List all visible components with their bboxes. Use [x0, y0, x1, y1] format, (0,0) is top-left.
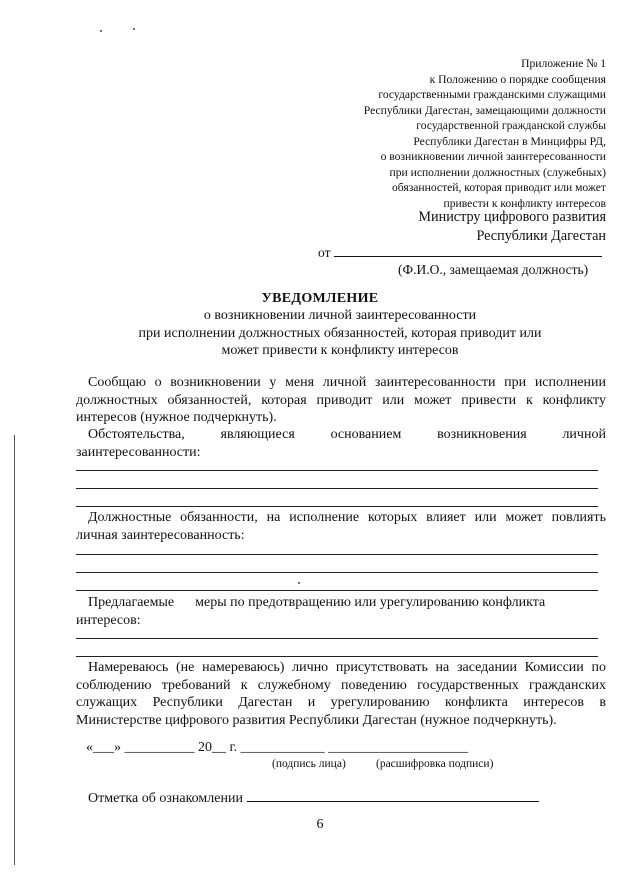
from-field	[318, 244, 606, 261]
word: Предлагаемые	[88, 595, 175, 610]
paragraph-circumstances	[76, 426, 606, 461]
subtitle-line: при исполнении должностных обязанностей, которая приводит или	[138, 325, 542, 341]
signature-caption: (подпись лица)	[272, 758, 346, 770]
acknowledgement-field	[88, 789, 539, 807]
annex-line: при исполнении должностных (служебных)	[389, 165, 606, 179]
signature-decode-caption: (расшифровка подписи)	[376, 758, 494, 770]
fill-line	[76, 470, 598, 471]
paragraph-duties	[76, 509, 606, 544]
word: являющиеся	[220, 427, 295, 442]
addressee-block	[346, 208, 606, 245]
addressee-line: Министру цифрового развития	[418, 209, 606, 225]
paragraph-measures	[76, 594, 606, 629]
annex-line: привести к конфликту интересов	[443, 196, 606, 210]
annex-line: о возникновении личной заинтересованности	[380, 150, 606, 163]
paragraph-notice	[76, 374, 606, 427]
annex-block	[306, 56, 606, 211]
word: Обстоятельства,	[88, 427, 185, 442]
annex-line: Приложение № 1	[521, 57, 606, 70]
from-blank-line	[334, 244, 602, 257]
document-title: УВЕДОМЛЕНИЕ	[261, 291, 379, 306]
fill-line	[76, 506, 598, 507]
annex-line: государственной гражданской службы	[416, 119, 606, 132]
acknowledgement-label: Отметка об ознакомлении	[88, 791, 243, 806]
paragraph-attendance	[76, 659, 606, 729]
fill-line	[76, 488, 598, 489]
paragraph-text: Сообщаю о возникновении у меня личной заинтересованности при исполнении должностных обязанностей, которая приводит или может привести к конфликту интересов (нужное подчеркнуть).	[76, 375, 606, 425]
paragraph-first-line	[76, 594, 606, 612]
paragraph-text: Должностные обязанности, на исполнение которых влияет или может повлиять личная заинтересованность:	[76, 510, 606, 543]
annex-line: Республики Дагестан, замещающими должности	[363, 103, 606, 117]
paragraph-tail: заинтересованности:	[76, 444, 201, 460]
fill-line	[76, 656, 598, 657]
scan-edge-line	[14, 435, 15, 865]
scan-speck	[100, 30, 102, 32]
fill-line	[76, 638, 598, 639]
scan-speck	[298, 582, 300, 584]
document-subtitle	[80, 307, 600, 360]
annex-line: государственными гражданскими служащими	[378, 88, 606, 101]
annex-line: к Положению о порядке сообщения	[429, 72, 606, 86]
annex-line: обязанностей, которая приводит или может	[391, 181, 606, 194]
annex-line: Республики Дагестан в Минцифры РД,	[413, 134, 606, 148]
acknowledgement-blank-line	[247, 789, 539, 802]
addressee-line: Республики Дагестан	[476, 227, 606, 244]
paragraph-tail: интересов:	[76, 612, 141, 628]
fill-line	[76, 590, 598, 591]
word: основанием	[330, 427, 402, 442]
fill-line	[76, 572, 598, 573]
scan-speck	[133, 28, 135, 30]
subtitle-line: может привести к конфликту интересов	[221, 343, 459, 358]
from-label: от	[318, 245, 331, 260]
page-number: 6	[316, 817, 324, 832]
paragraph-text: Намереваюсь (не намереваюсь) лично присутствовать на заседании Комиссии по соблюдению требований к служебному поведению государственных гражданских служащих Республики Дагестан и урегулированию конфликта интересов в Министерстве цифрового развития Республики Дагестан (нужное подчеркнуть).	[76, 660, 606, 728]
from-caption: (Ф.И.О., замещаемая должность)	[398, 262, 589, 277]
word: возникновения	[437, 427, 527, 442]
fill-line	[76, 554, 598, 555]
subtitle-line: о возникновении личной заинтересованности	[203, 308, 477, 323]
word: личной	[562, 427, 606, 442]
date-signature-row: «___» __________ 20__ г. ____________ ____________________	[86, 740, 469, 755]
word: меры по предотвращению или урегулированию конфликта	[195, 595, 546, 610]
paragraph-first-line	[76, 426, 606, 444]
